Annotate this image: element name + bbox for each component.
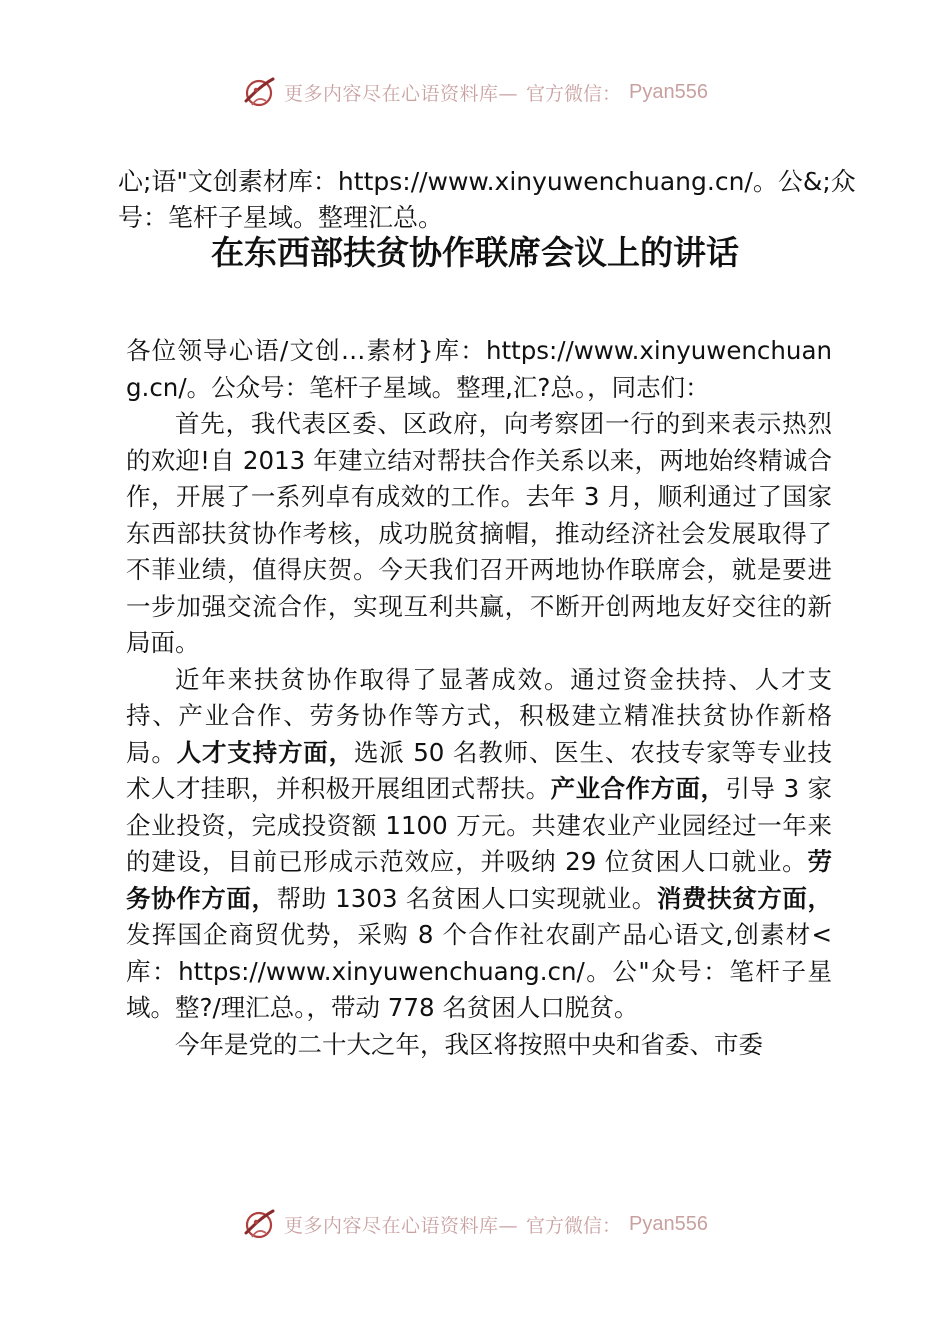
industry-heading: 产业合作方面， [550,774,726,803]
paragraph-this-year: 今年是党的二十大之年，我区将按照中央和省委、市委 [175,1029,763,1059]
banner-wechat-label: 官方微信： [526,1214,622,1237]
greeting-paragraph: 各位领导心语/文创…素材}库：https://www.xinyuwenchuang.cn/。公众号：笔杆子星域。整理,汇?总。，同志们： [126,336,832,402]
labor-text: 帮助 1303 名贫困人口实现就业。 [276,883,657,913]
consumption-text: 发挥国企商贸优势，采购 8 个合作社农副产品心语文,创素材<库：https://www.xinyuwenchuang.cn/。公"众号：笔杆子星域。整?/理汇总。，带动 778 名贫困人口脱贫。 [126,920,832,1022]
pen-flourish-icon [242,75,276,109]
labor-heading: 劳务协作方面， [126,847,832,913]
banner-wechat-id: Pyan556 [629,80,708,103]
achievements-intro: 近年来扶贫协作取得了显著成效。通过资金扶持、人才支持、产业合作、劳务协作等方式，积极建立精准扶贫协作新格局。 [126,664,832,767]
banner-site-text: 更多内容尽在心语资料库— [284,1214,519,1237]
document-body [126,333,832,1063]
banner-wechat-label: 官方微信： [526,82,622,105]
pen-flourish-icon [242,1207,276,1241]
consumption-heading: 消费扶贫方面， [656,883,832,913]
header-watermark-banner [0,70,950,114]
paragraph-achievements [126,662,832,1027]
talent-heading: 人才支持方面， [176,737,354,767]
banner-site-text: 更多内容尽在心语资料库— [284,82,519,105]
talent-text: 选派 50 名教师、医生、农技专家等专业技术人才挂职，并积极开展组团式帮扶。 [126,737,833,803]
document-title: 在东西部扶贫协作联席会议上的讲话 [211,233,739,272]
paragraph-welcome: 首先，我代表区委、区政府，向考察团一行的到来表示热烈的欢迎!自 2013 年建立结对帮扶合作关系以来，两地始终精诚合作，开展了一系列卓有成效的工作。去年 3 月，顺利通过了国家东西部扶贫协作考核，成功脱贫摘帽，推动经济社会发展取得了不菲业绩，值得庆贺。今天我们召开两地协作联席会，就是要进一步加强交流合作，实现互利共赢，不断开创两地友好交往的新局面。 [126,409,832,657]
industry-text: 引导 3 家企业投资，完成投资额 1100 万元。共建农业产业园经过一年来的建设，目前已形成示范效应，并吸纳 29 位贫困人口就业。 [126,774,833,876]
footer-watermark-banner [0,1202,950,1246]
source-notice: 心;语"文创素材库：https://www.xinyuwenchuang.cn/。公&;众号：笔杆子星域。整理汇总。 [118,167,856,232]
banner-wechat-id: Pyan556 [629,1212,708,1235]
